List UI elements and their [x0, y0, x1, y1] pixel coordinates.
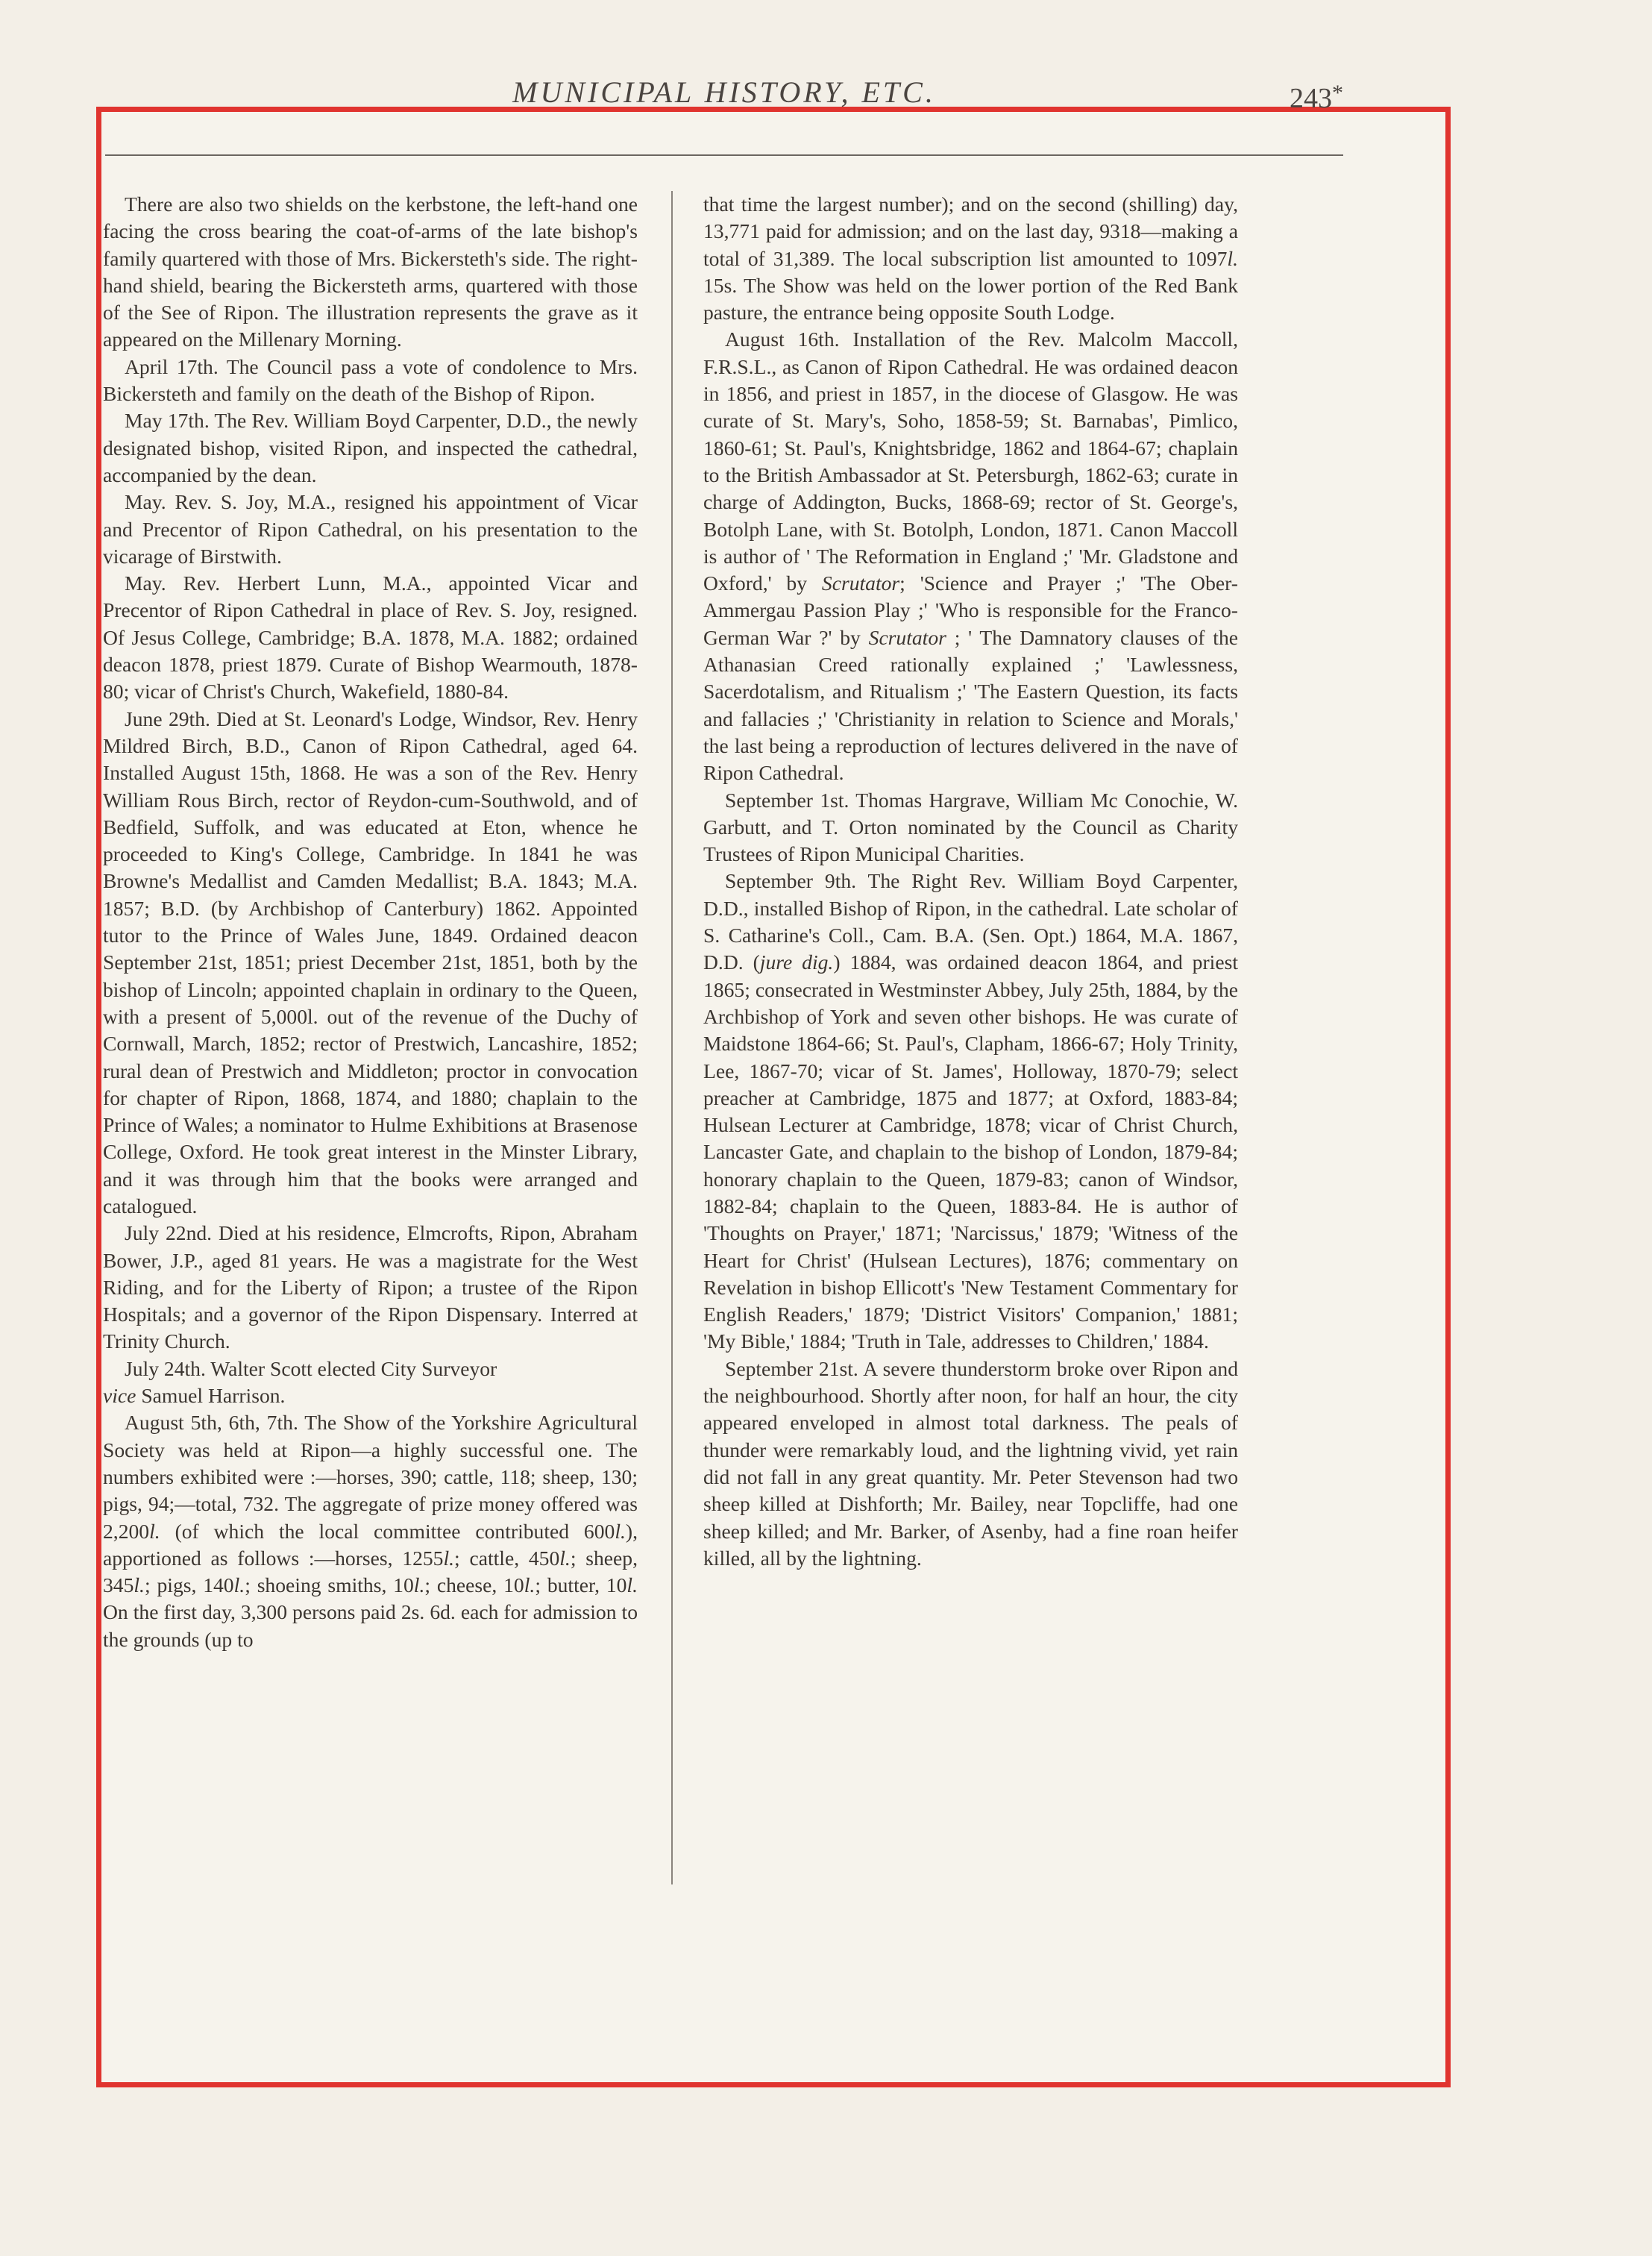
italic-run: l. [615, 1519, 626, 1543]
italic-run: l. [134, 1573, 145, 1597]
text-run: ) 1884, was ordained deacon 1864, and priest 1865; consecrated in Westminster Abbey, July 25th, 1884, by the Archbishop of York and seven other bishops. He was curate of Maidstone 1864-66; St. Paul's, Clapham, 1866-67; Holy Trinity, Lee, 1867-70; vicar of St. James', Holloway, 1870-79; select preacher at Cambridge, 1875 and 1877; at Oxford, 1883-84; Hulsean Lecturer at Cambridge, 1878; vicar of Christ Church, Lancaster Gate, and chaplain to the bishop of London, 1879-84; honorary chaplain to the Queen, 1879-83; canon of Windsor, 1882-84; chaplain to the Queen, 1883-84. He is author of 'Thoughts on Prayer,' 1871; 'Narcissus,' 1879; 'Witness of the Heart for Christ' (Hulsean Lectures), 1876; commentary on Revelation in bishop Ellicott's 'New Testament Commentary for English Readers,' 1879; 'District Visitors' Companion,' 1881; 'My Bible,' 1884; 'Truth in Tale, addresses to Children,' 1884. [703, 950, 1238, 1353]
paragraph: May. Rev. Herbert Lunn, M.A., appointed Vicar and Precentor of Ripon Cathedral in place of Rev. S. Joy, resigned. Of Jesus College, Cambridge; B.A. 1878, M.A. 1882; ordained deacon 1878, priest 1879. Curate of Bishop Wearmouth, 1878-80; vicar of Christ's Church, Wakefield, 1880-84. [103, 571, 638, 704]
paragraph: May 17th. The Rev. William Boyd Carpenter, D.D., the newly designated bishop, visited Ripon, and inspected the cathedral, accompanied by the dean. [103, 409, 638, 486]
page-number-mark: * [1332, 81, 1343, 105]
running-header [105, 75, 1343, 127]
text-run: September 9th. The Right Rev. William Boyd Carpenter, D.D., installed Bishop of Ripon, in the cathedral. Late scholar of S. Catharine's Coll., Cam. B.A. (Sen. Opt.) 1864, M.A. 1867, D.D. ( [703, 869, 1238, 974]
text-run: ; 'Science and Prayer ;' 'The Ober-Ammergau Passion Play ;' 'Who is responsible for the Franco-German War ?' by [703, 571, 1238, 649]
text-run: ), apportioned as follows :—horses, 1255 [103, 1519, 638, 1570]
text-run: August 16th. Installation of the Rev. Malcolm Maccoll, F.R.S.L., as Canon of Ripon Cathedral. He was ordained deacon in 1856, and priest in 1857, in the diocese of Glasgow. He was curate of St. Mary's, Soho, 1858-59; St. Barnabas', Pimlico, 1860-61; St. Paul's, Knightsbridge, 1862 and 1864-67; chaplain to the British Ambassador at St. Petersburgh, 1862-63; curate in charge of Addington, Bucks, 1868-69; rector of St. George's, Botolph Lane, with St. Botolph, London, 1871. Canon Maccoll is author of ' The Reformation in England ;' 'Mr. Gladstone and Oxford,' by [703, 328, 1238, 595]
paragraph: April 17th. The Council pass a vote of condolence to Mrs. Bickersteth and family on the death of the Bishop of Ripon. [103, 354, 638, 406]
header-rule [105, 154, 1343, 156]
text-run: 15s. The Show was held on the lower portion of the Red Bank pasture, the entrance being opposite South Lodge. [703, 273, 1238, 325]
paragraph [103, 1409, 638, 1653]
text-run: ; pigs, 140 [144, 1573, 234, 1597]
italic-run: l. [443, 1546, 455, 1570]
italic-run: Scrutator [868, 625, 946, 649]
italic-run: l. [233, 1573, 245, 1597]
column-divider [671, 191, 673, 1884]
text-run: ; ' The Damnatory clauses of the Athanasian Creed rationally explained ;' 'Lawlessness, Sacerdotalism, and Ritualism ;' 'The Eastern Question, its facts and fallacies ;' 'Christianity in relation to Science and Morals,' the last being a reproduction of lectures delivered in the nave of Ripon Cathedral. [703, 625, 1238, 785]
text-run: ; butter, 10 [535, 1573, 627, 1597]
text-run: ; cheese, 10 [424, 1573, 524, 1597]
paragraph: September 1st. Thomas Hargrave, William Mc Conochie, W. Garbutt, and T. Orton nominated by the Council as Charity Trustees of Ripon Municipal Charities. [703, 788, 1238, 866]
paragraph [703, 868, 1238, 1355]
italic-run: l. [626, 1573, 638, 1597]
text-run: ; cattle, 450 [454, 1546, 560, 1570]
paragraph [103, 1356, 638, 1410]
italic-run: l. [524, 1573, 536, 1597]
page-number [1290, 81, 1343, 115]
italic-run: l. [1227, 246, 1238, 270]
italic-run: vice [103, 1384, 136, 1408]
text-run: On the first day, 3,300 persons paid 2s. 6d. each for admission to the grounds (up to [103, 1600, 638, 1651]
text-run: August 5th, 6th, 7th. The Show of the Yorkshire Agricultural Society was held at Ripon—a highly successful one. The numbers exhibited were :—horses, 390; cattle, 118; sheep, 130; pigs, 94;—total, 732. The aggregate of prize money offered was 2,200 [103, 1411, 638, 1543]
text-run: ; sheep, 345 [103, 1546, 638, 1597]
paragraph: July 22nd. Died at his residence, Elmcrofts, Ripon, Abraham Bower, J.P., aged 81 years. He was a magistrate for the West Riding, and for the Liberty of Ripon; a trustee of the Ripon Hospitals; and a governor of the Ripon Dispensary. Interred at Trinity Church. [103, 1221, 638, 1353]
text-run: ; shoeing smiths, 10 [245, 1573, 414, 1597]
paragraph: There are also two shields on the kerbstone, the left-hand one facing the cross bearing the coat-of-arms of the late bishop's family quartered with those of Mrs. Bickersteth's side. The right-hand shield, bearing the Bickersteth arms, quartered with those of the See of Ripon. The illustration represents the grave as it appeared on the Millenary Morning. [103, 192, 638, 351]
paragraph: September 21st. A severe thunderstorm broke over Ripon and the neighbourhood. Shortly after noon, for half an hour, the city appeared enveloped in almost total darkness. The peals of thunder were remarkably loud, and the lightning vivid, yet rain did not fall in any great quantity. Mr. Peter Stevenson had two sheep killed at Dishforth; Mr. Bailey, near Topcliffe, had one sheep killed; and Mr. Barker, of Asenby, had a fine roan heifer killed, all by the lightning. [703, 1356, 1238, 1570]
left-column [103, 191, 638, 1653]
italic-run: l. [559, 1546, 571, 1570]
paragraph: May. Rev. S. Joy, M.A., resigned his appointment of Vicar and Precentor of Ripon Cathedral, on his presentation to the vicarage of Birstwith. [103, 490, 638, 568]
text-run: (of which the local committee contributed 600 [175, 1519, 615, 1543]
header-title: MUNICIPAL HISTORY, ETC. [512, 75, 936, 109]
italic-run: jure dig. [759, 950, 834, 974]
italic-run: l. [149, 1519, 160, 1543]
paragraph [703, 191, 1238, 326]
italic-run: Scrutator [821, 571, 900, 595]
text-run: July 24th. Walter Scott elected City Surveyor [125, 1356, 497, 1380]
paragraph: June 29th. Died at St. Leonard's Lodge, Windsor, Rev. Henry Mildred Birch, B.D., Canon of Ripon Cathedral, aged 64. Installed August 15th, 1868. He was a son of the Rev. Henry William Rous Birch, rector of Reydon-cum-Southwold, and of Bedfield, Suffolk, and was educated at Eton, whence he proceeded to King's College, Cambridge. In 1841 he was Browne's Medallist and Camden Medallist; B.A. 1843; M.A. 1857; B.D. (by Archbishop of Canterbury) 1862. Appointed tutor to the Prince of Wales June, 1849. Ordained deacon September 21st, 1851; priest December 21st, 1851, both by the bishop of Lincoln; appointed chaplain in ordinary to the Queen, with a present of 5,000l. out of the revenue of the Duchy of Cornwall, March, 1852; rector of Prestwich, Lancashire, 1852; rural dean of Prestwich and Middleton; proctor in convocation for chapter of Ripon, 1868, 1874, and 1880; chaplain to the Prince of Wales; a nominator to Hulme Exhibitions at Brasenose College, Oxford. He took great interest in the Minster Library, and it was through him that the books were arranged and catalogued. [103, 706, 638, 1218]
text-run: Samuel Harrison. [141, 1384, 286, 1408]
page-number-value: 243 [1290, 83, 1332, 114]
text-run: that time the largest number); and on the second (shilling) day, 13,771 paid for admission; and on the last day, 9318—making a total of 31,389. The local subscription list amounted to 1097 [703, 192, 1238, 270]
italic-run: l. [413, 1573, 425, 1597]
paragraph [703, 326, 1238, 786]
right-column [703, 191, 1238, 1572]
